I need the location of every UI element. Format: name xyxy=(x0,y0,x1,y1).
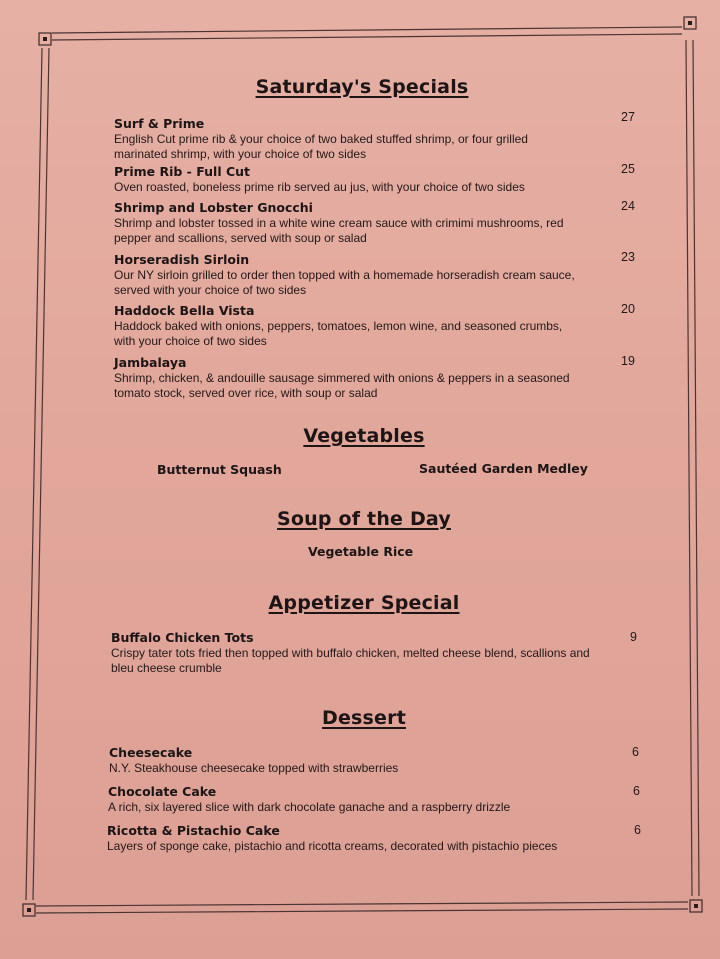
menu-item-surf-prime xyxy=(114,116,654,162)
vegetable-butternut-squash: Butternut Squash xyxy=(157,462,282,477)
menu-item-prime-rib xyxy=(114,164,654,195)
item-price: 9 xyxy=(630,630,637,644)
specials-heading: Saturday's Specials xyxy=(255,76,469,98)
item-price: 6 xyxy=(632,745,639,759)
menu-item-horseradish-sirloin xyxy=(114,252,654,298)
item-description: N.Y. Steakhouse cheesecake topped with strawberries xyxy=(109,761,399,775)
item-name: Shrimp and Lobster Gnocchi xyxy=(114,200,313,215)
item-description: A rich, six layered slice with dark chocolate ganache and a raspberry drizzle xyxy=(108,800,511,814)
dessert-heading: Dessert xyxy=(321,707,406,729)
item-description: Shrimp and lobster tossed in a white wine cream sauce with crimimi mushrooms, red pepper and scallions, served with soup or salad xyxy=(114,216,564,245)
item-price: 27 xyxy=(621,110,635,124)
soup-heading: Soup of the Day xyxy=(277,508,451,530)
item-description: Layers of sponge cake, pistachio and ricotta creams, decorated with pistachio pieces xyxy=(107,839,558,853)
item-name: Prime Rib - Full Cut xyxy=(114,164,250,179)
item-description: Our NY sirloin grilled to order then topped with a homemade horseradish cream sauce, served with your choice of two sides xyxy=(114,268,575,297)
menu-item-jambalaya xyxy=(114,355,654,401)
item-price: 19 xyxy=(621,354,635,368)
item-price: 24 xyxy=(621,199,635,213)
item-price: 23 xyxy=(621,250,635,264)
item-name: Jambalaya xyxy=(114,355,187,370)
item-name: Cheesecake xyxy=(109,745,193,760)
item-name: Chocolate Cake xyxy=(108,784,217,799)
vegetables-heading: Vegetables xyxy=(303,425,425,447)
item-name: Ricotta & Pistachio Cake xyxy=(107,823,280,838)
item-price: 6 xyxy=(634,823,641,837)
menu-item-ricotta-pistachio-cake xyxy=(107,823,647,854)
menu-item-chocolate-cake xyxy=(108,784,648,815)
item-name: Haddock Bella Vista xyxy=(114,303,255,318)
soup-vegetable-rice: Vegetable Rice xyxy=(308,544,414,559)
item-name: Horseradish Sirloin xyxy=(114,252,250,267)
menu-item-cheesecake xyxy=(109,745,649,776)
item-name: Surf & Prime xyxy=(114,116,205,131)
item-description: Shrimp, chicken, & andouille sausage simmered with onions & peppers in a seasoned tomato stock, served over rice, with soup or salad xyxy=(114,371,570,400)
item-price: 6 xyxy=(633,784,640,798)
item-name: Buffalo Chicken Tots xyxy=(111,630,254,645)
item-description: English Cut prime rib & your choice of two baked stuffed shrimp, or four grilled marinated shrimp, with your choice of two sides xyxy=(114,132,528,161)
item-price: 25 xyxy=(621,162,635,176)
menu-item-buffalo-chicken-tots xyxy=(111,630,651,676)
menu-item-haddock-bella-vista xyxy=(114,303,654,349)
appetizer-heading: Appetizer Special xyxy=(268,592,460,614)
item-description: Haddock baked with onions, peppers, tomatoes, lemon wine, and seasoned crumbs, with your choice of two sides xyxy=(114,319,563,348)
item-description: Crispy tater tots fried then topped with buffalo chicken, melted cheese blend, scallions and bleu cheese crumble xyxy=(111,646,590,675)
vegetable-sauteed-garden-medley: Sautéed Garden Medley xyxy=(419,461,588,476)
menu-item-shrimp-lobster-gnocchi xyxy=(114,200,654,246)
item-description: Oven roasted, boneless prime rib served au jus, with your choice of two sides xyxy=(114,180,525,194)
item-price: 20 xyxy=(621,302,635,316)
